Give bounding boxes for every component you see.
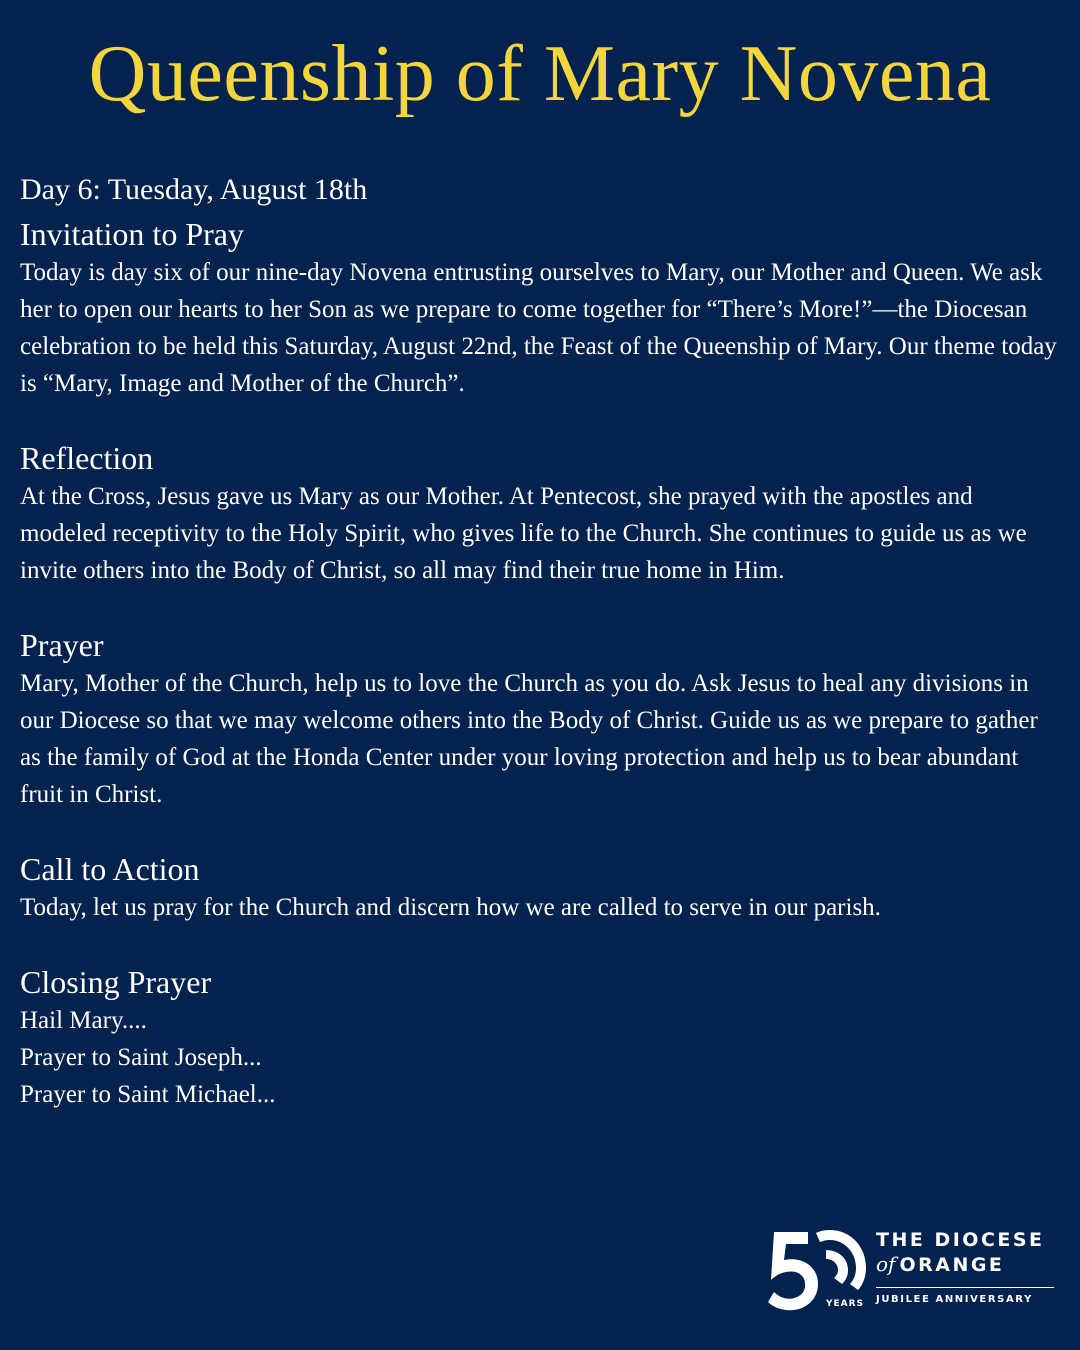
logo-divider bbox=[876, 1287, 1054, 1288]
section-heading: Call to Action bbox=[20, 851, 200, 887]
logo-of: of bbox=[876, 1252, 896, 1276]
section-invitation bbox=[20, 214, 1060, 402]
section-text: Today, let us pray for the Church and discern how we are called to serve in our parish. bbox=[20, 894, 881, 921]
section-heading: Reflection bbox=[20, 440, 154, 476]
diocese-logo bbox=[768, 1228, 1063, 1316]
section-reflection bbox=[20, 438, 1060, 589]
page-title: Queenship of Mary Novena bbox=[88, 30, 992, 118]
logo-wordmark bbox=[876, 1228, 1064, 1305]
closing-line: Prayer to Saint Joseph... bbox=[20, 1044, 262, 1071]
section-heading: Closing Prayer bbox=[20, 964, 212, 1000]
logo-orange: ORANGE bbox=[899, 1254, 1005, 1276]
section-prayer bbox=[20, 625, 1060, 813]
logo-line2 bbox=[876, 1252, 1064, 1279]
closing-line: Prayer to Saint Michael... bbox=[20, 1081, 276, 1108]
section-call-to-action bbox=[20, 849, 1060, 926]
section-text: Mary, Mother of the Church, help us to love the Church as you do. Ask Jesus to heal any divisions in our Diocese so that we may welcome others into the Body of Christ. Guide us as we prepare to gather as the family of God at the Honda Center under your loving protection and help us to bear abundant fruit in Christ. bbox=[20, 670, 1038, 808]
novena-content bbox=[20, 170, 1060, 1149]
logo-line1: THE DIOCESE bbox=[876, 1229, 1045, 1251]
section-heading: Invitation to Pray bbox=[20, 216, 244, 252]
years-label: YEARS bbox=[826, 1299, 865, 1309]
section-text: At the Cross, Jesus gave us Mary as our Mother. At Pentecost, she prayed with the apostles and modeled receptivity to the Holy Spirit, who gives life to the Church. She continues to guide us as we invite others into the Body of Christ, so all may find their true home in Him. bbox=[20, 483, 1027, 584]
date-line: Day 6: Tuesday, August 18th bbox=[20, 173, 368, 206]
fifty-years-emblem-icon bbox=[768, 1228, 868, 1312]
section-heading: Prayer bbox=[20, 627, 104, 663]
section-closing-prayer bbox=[20, 962, 1060, 1113]
section-text: Today is day six of our nine-day Novena entrusting ourselves to Mary, our Mother and Queen. We ask her to open our hearts to her Son as we prepare to come together for “There’s More!”—the Diocesan celebration to be held this Saturday, August 22nd, the Feast of the Queenship of Mary. Our theme today is “Mary, Image and Mother of the Church”. bbox=[20, 259, 1057, 397]
logo-subtitle: JUBILEE ANNIVERSARY bbox=[876, 1294, 1033, 1305]
closing-line: Hail Mary.... bbox=[20, 1007, 147, 1034]
